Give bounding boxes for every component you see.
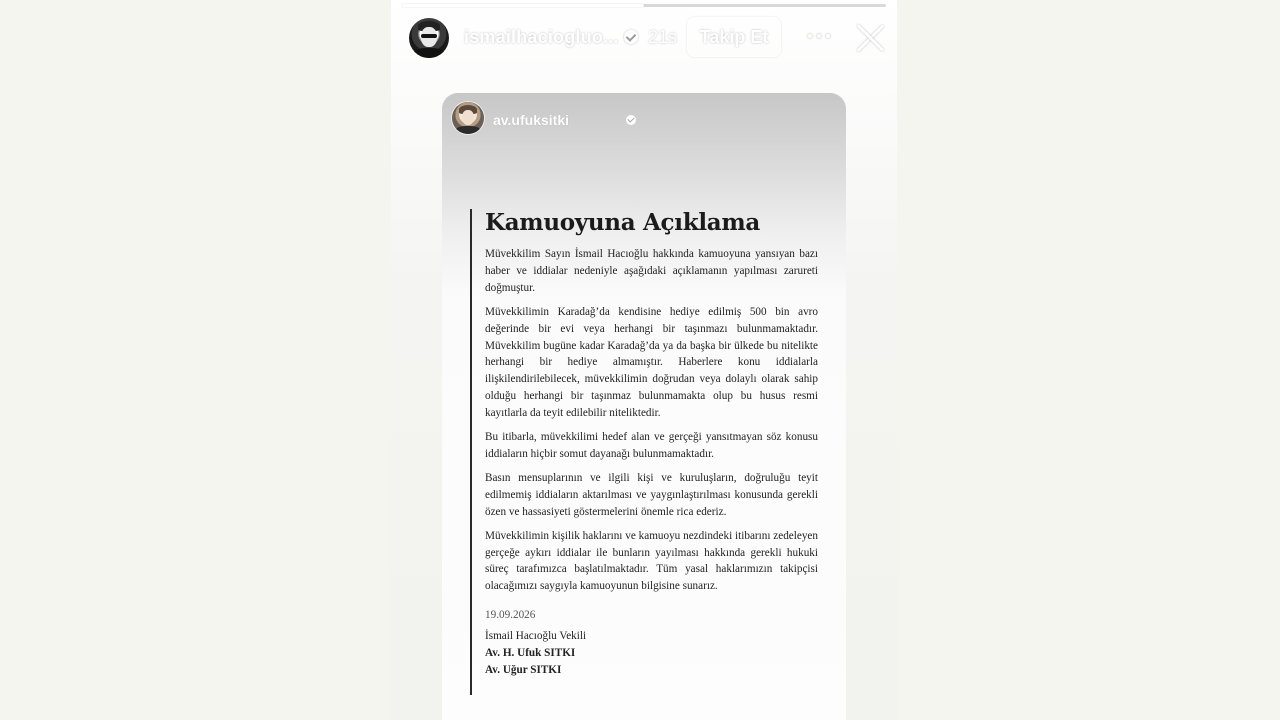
- signatory-name: Av. Uğur SITKI: [485, 663, 562, 676]
- close-icon[interactable]: [855, 23, 885, 53]
- follow-button[interactable]: Takip Et: [687, 17, 781, 57]
- verified-badge-icon: [624, 30, 638, 44]
- more-options-icon[interactable]: [807, 34, 831, 40]
- statement-document: [470, 209, 818, 695]
- signature-intro: İsmail Hacıoğlu Vekili: [485, 630, 587, 643]
- verified-badge-icon: [626, 115, 636, 125]
- story-viewer[interactable]: [391, 0, 897, 720]
- statement-date: 19.09.2026: [485, 609, 536, 622]
- statement-title: Kamuoyuna Açıklama: [485, 209, 761, 236]
- signatory-name: Av. H. Ufuk SITKI: [485, 647, 576, 660]
- story-header: [391, 14, 897, 62]
- story-progress-bar: [402, 4, 886, 7]
- shared-post-avatar[interactable]: [452, 102, 484, 134]
- story-timestamp: 21s: [648, 27, 678, 47]
- statement-paragraph: Bu itibarla, müvekkilimi hedef alan ve gerçeği yansıtmayan söz konusu iddiaların hiçbir somut dayanağı bulunmamaktadır.: [485, 431, 818, 460]
- statement-paragraph: Basın mensuplarının ve ilgili kişi ve kuruluşların, doğruluğu teyit edilmemiş iddiaların aktarılması ve yaygınlaştırılması konusunda gerekli özen ve hassasiyeti göstermelerini önemle rica ederiz.: [485, 471, 818, 518]
- shared-post-username[interactable]: av.ufuksitki: [493, 112, 569, 128]
- user-avatar[interactable]: [409, 18, 449, 58]
- shared-post-card[interactable]: [442, 93, 846, 720]
- statement-paragraph: Müvekkilimin kişilik haklarını ve kamuoyu nezdindeki itibarını zedeleyen gerçeğe aykırı iddialar ile bunların yayılması hakkında gerekli hukuki süreç tarafımızca başlatılmaktadır. Tüm yasal haklarımızın takipçisi olacağımızı saygıyla kamuoyunun bilgisine sunarız.: [485, 529, 818, 593]
- story-progress-fill: [402, 4, 644, 7]
- story-username[interactable]: ismailhaciogluo...: [464, 27, 619, 47]
- statement-paragraph: Müvekkilimin Karadağ’da kendisine hediye edilmiş 500 bin avro değerinde bir evi veya herhangi bir taşınmazı bulunmamaktadır. Müvekkilim bugüne kadar Karadağ’da ya da başka bir ülkede bu nitelikte herhangi bir hediye almamıştır. Haberlere konu iddialarla ilişkilendirilebilecek, müvekkilimin doğrudan veya dolaylı olarak sahip olduğu herhangi bir taşınmaz bulunmamakta olup bu husus resmi kayıtlarla da teyit edilebilir niteliktedir.: [485, 305, 818, 420]
- statement-paragraph: Müvekkilim Sayın İsmail Hacıoğlu hakkında kamuoyuna yansıyan bazı haber ve iddialar nedeniyle aşağıdaki açıklamanın yapılması zarureti doğmuştur.: [485, 248, 818, 294]
